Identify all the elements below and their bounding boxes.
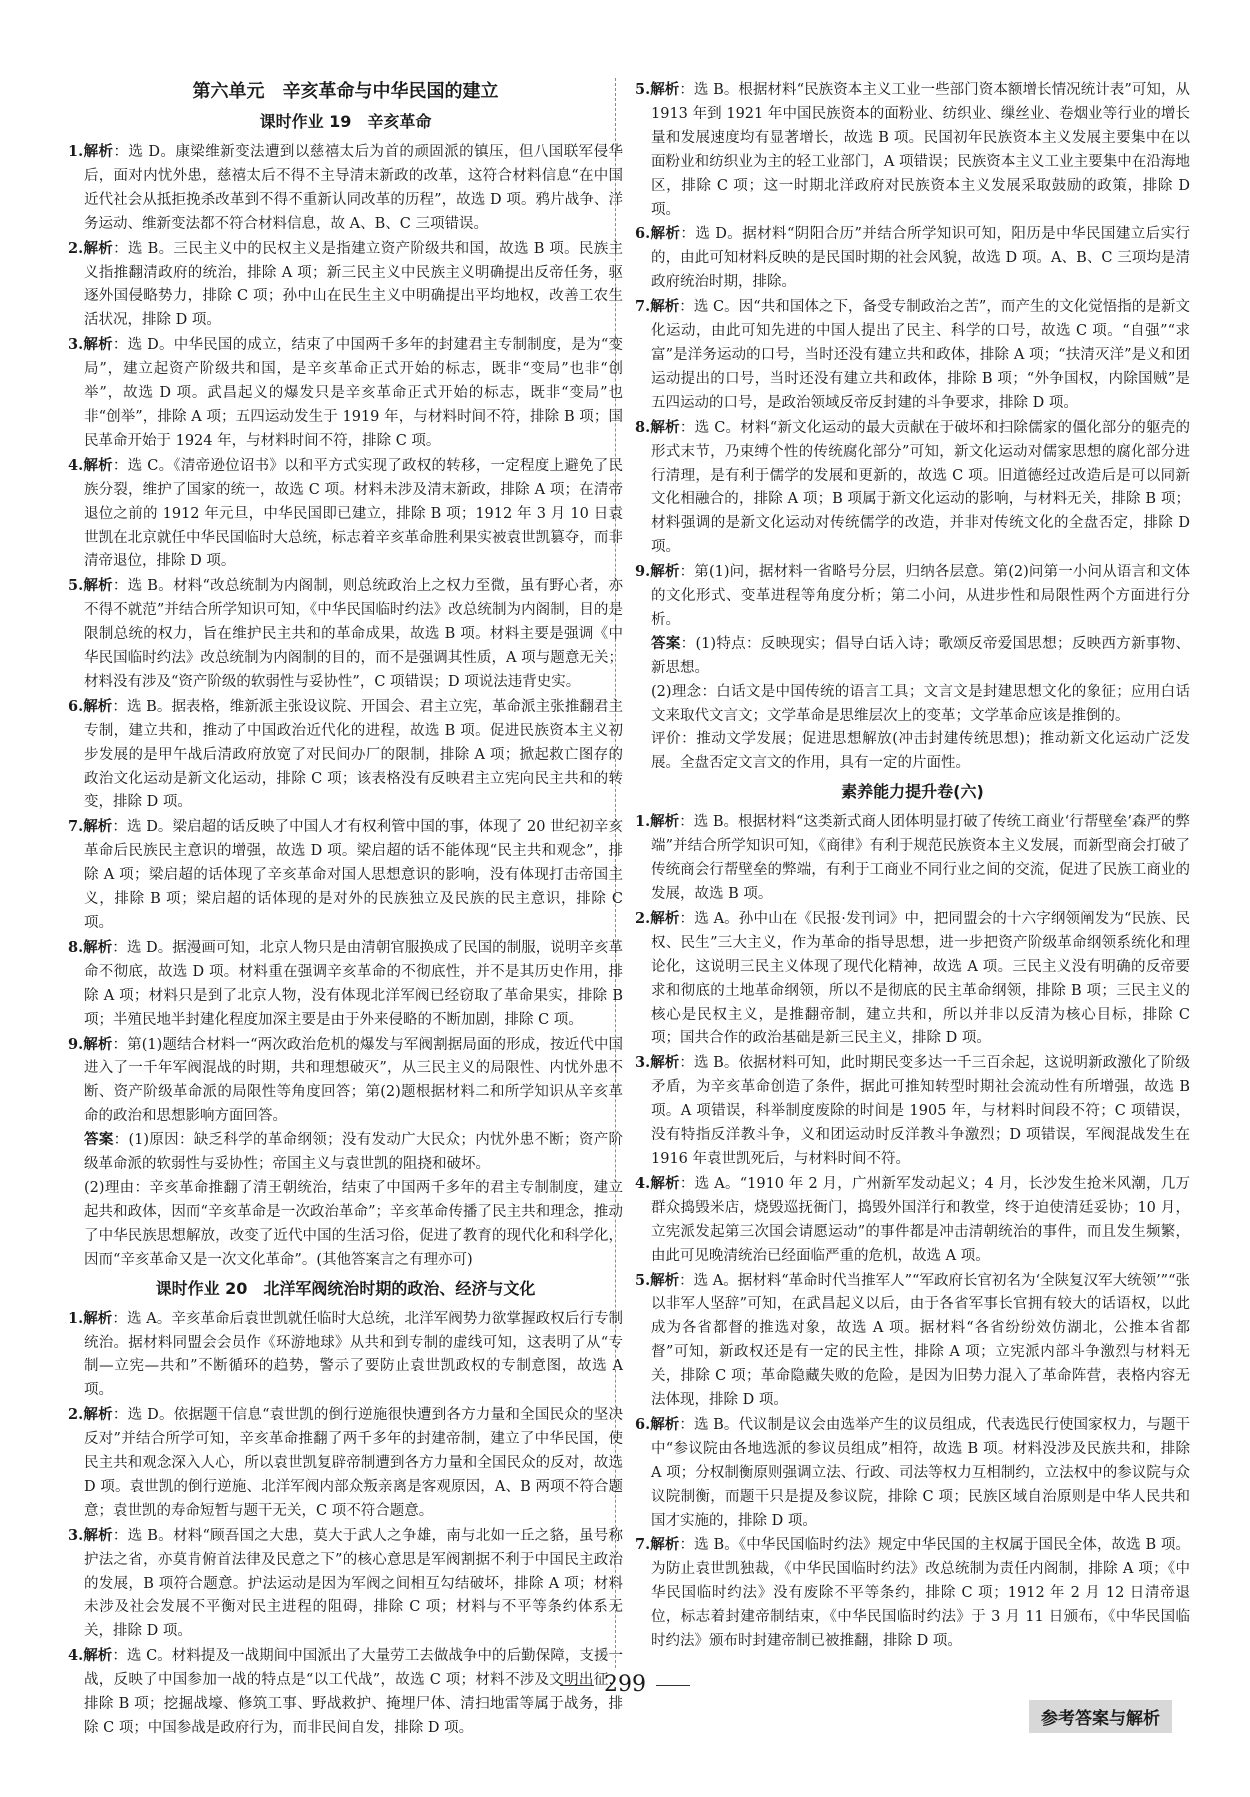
item-number: 2. xyxy=(68,239,84,257)
item-text: 第(1)题结合材料一“两次政治危机的爆发与军阀割据局面的形成，按近代中国进入了一千年军阀混战的时期，共和理想破灭”，从三民主义的局限性、内忧外患不断、资产阶级革命派的局限性等角度回答；第(2)题根据材料二和所学知识从辛亥革命的政治和思想影响方面回答。 xyxy=(84,1036,624,1125)
item-text: 选 B。依据材料可知，此时期民变多达一千三百余起，这说明新政激化了阶级矛盾，为辛亥革命创造了条件，据此可推知转型时期社会流动性有所增强，故选 B 项。A 项错误，科举制度废除的时间是 1905 年，与材料时间段不符；C 项错误，没有特指反洋教斗争，义和团运动时反洋教斗争激烈；D 项错误，军阀混战发生在 1916 年袁世凯死后，与材料时间不符。 xyxy=(651,1055,1191,1167)
analysis-label: 解析 xyxy=(83,240,114,257)
item-text: 选 B。《中华民国临时约法》规定中华民国的主权属于国民全体，故选 B 项。为防止袁世凯独裁，《中华民国临时约法》改总统制为责任内阁制，排除 A 项；《中华民国临时约法》没有废除不平等条约，排除 C 项；1912 年 2 月 12 日清帝退位，标志着封建帝制结束，《中华民国临时约法》于 3 月 11 日颁布，《中华民国临时约法》颁布时封建帝制已被推翻，排除 D 项。 xyxy=(651,1537,1191,1650)
footer-section-label: 参考答案与解析 xyxy=(1029,1700,1172,1733)
lesson-20-answer-3: 评价：推动文学发展；促进思想解放(冲击封建传统思想)；推动新文化运动广泛发展。全盘否定文言文的作用，具有一定的片面性。 xyxy=(651,731,1190,772)
answer-item: 1.解析：选 B。根据材料“这类新式商人团体明显打破了传统工商业‘行帮壁垒’森严的弊端”并结合所学知识可知，《商律》有利于规范民族资本主义发展，而新型商会打破了传统商会行帮壁垒的弊端，有利于工商业不同行业之间的交流，促进了民族工商业的发展，故选 B 项。 xyxy=(635,813,1191,902)
item-number: 3. xyxy=(68,336,84,354)
answer-item: 6.解析：选 B。据表格，维新派主张设议院、开国会、君主立宪，革命派主张推翻君主专制，建立共和，推动了中国政治近代化的进程，故选 B 项。促进民族资本主义初步发展的是甲午战后清政府放宽了对民间办厂的限制，排除 A 项；掀起救亡图存的政治文化运动是新文化运动，排除 C 项；该表格没有反映君主立宪向民主共和的转变，排除 D 项。 xyxy=(68,697,624,811)
lesson-19-answer-2: (2)理由：辛亥革命推翻了清王朝统治，结束了中国两千多年的君主专制制度，建立起共和政体，因而“辛亥革命是一次政治革命”；辛亥革命传播了民主共和理念，推动了中华民族思想解放，改变了近代中国的生活习俗，促进了教育的现代化和科学化，因而“辛亥革命又是一次文化革命”。(其他答案言之有理亦可) xyxy=(84,1179,623,1268)
answer-item: 5.解析：选 A。据材料“革命时代当推军人”“军政府长官初名为‘全陕复汉军大统领’”“张以非军人坚辞”可知，在武昌起义以后，由于各省军事长官拥有较大的话语权，以此成为各省都督的推选对象，故选 A 项。据材料“各省纷纷效仿湖北，公推本省都督”可知，新政权还是有一定的民主性，排除 A 项；立宪派内部斗争激烈与材料无关，排除 C 项；革命隐藏失败的危险，是因为旧势力混入了革命阵营，表格内容无法体现，排除 D 项。 xyxy=(635,1271,1191,1409)
item-number: 3. xyxy=(68,1526,84,1544)
analysis-label: 解析 xyxy=(650,1537,680,1554)
item-number: 4. xyxy=(68,1647,84,1665)
lesson-20-answer-1: 答案：(1)特点：反映现实；倡导白话入诗；歌颂反帝爱国思想；反映西方新事物、新思想。 xyxy=(651,635,1191,676)
lesson-20-answer-2: (2)理念：白话文是中国传统的语言工具；文言文是封建思想文化的象征；应用白话文来取代文言文；文学革命是思维层次上的变革；文学革命应该是推倒的。 xyxy=(651,683,1190,724)
answer-item: 1.解析：选 A。辛亥革命后袁世凯就任临时大总统，北洋军阀势力欲掌握政权后行专制统治。据材料同盟会会员作《环游地球》从共和到专制的虚线可知，这表明了从“专制—立宪—共和”不断循环的趋势，警示了要防止袁世凯政权的专制意图，故选 A 项。 xyxy=(68,1309,624,1399)
analysis-label: 解析 xyxy=(650,419,680,436)
item-number: 3. xyxy=(635,1054,651,1072)
lesson-20-items-right xyxy=(635,78,1190,633)
analysis-label: 解析 xyxy=(83,698,113,715)
lesson-19-items xyxy=(68,140,623,1129)
item-text: 选 B。材料“改总统制为内阁制，则总统政治上之权力至微，虽有野心者，亦不得不就范”并结合所学知识可知，《中华民国临时约法》改总统制为内阁制，目的是限制总统的权力，旨在维护民主共和的革命成果，故选 B 项。材料主要是强调《中华民国临时约法》改总统制为内阁制的目的，而不是强调其性质，A 项与题意无关；材料没有涉及“资产阶级的软弱性与妥协性”，C 项错误；D 项说法违背史实。 xyxy=(84,578,624,690)
analysis-label: 解析 xyxy=(83,144,114,160)
answer-item: 6.解析：选 B。代议制是议会由选举产生的议员组成，代表选民行使国家权力，与题干中“参议院由各地选派的参议员组成”相符，故选 B 项。材料没涉及民族共和，排除 A 项；分权制衡原则强调立法、行政、司法等权力互相制约，立法权中的参议院与众议院制衡，而题干只是提及参议院，排除 C 项；民族区域自治原则是中华人民共和国才实施的，排除 D 项。 xyxy=(635,1415,1191,1529)
item-text: 选 C。《清帝逊位诏书》以和平方式实现了政权的转移，一定程度上避免了民族分裂，维护了国家的统一，故选 C 项。材料未涉及清末新政，排除 A 项；在清帝退位之前的 1912 年元旦，中华民国即已建立，排除 B 项；1912 年 3 月 10 日袁世凯在北京就任中华民国临时大总统，标志着辛亥革命胜利果实被袁世凯篡夺，而非清帝退位，排除 D 项。 xyxy=(84,457,624,570)
answer-item: 9.解析：第(1)题结合材料一“两次政治危机的爆发与军阀割据局面的形成，按近代中国进入了一千年军阀混战的时期，共和理想破灭”，从三民主义的局限性、内忧外患不断、资产阶级革命派的局限性等角度回答；第(2)题根据材料二和所学知识从辛亥革命的政治和思想影响方面回答。 xyxy=(68,1035,624,1125)
item-text: 选 D。梁启超的话反映了中国人才有权利管中国的事，体现了 20 世纪初辛亥革命后民族民主意识的增强，故选 D 项。梁启超的话不能体现“民主共和观念”，排除 A 项；梁启超的话体现了辛亥革命对国人思想意识的影响，没有体现打击帝国主义，排除 B 项；梁启超的话体现的是对外的民族独立及民族的民主意识，排除 C 项。 xyxy=(84,819,623,931)
analysis-label: 解析 xyxy=(83,1310,113,1327)
item-text: 选 B。材料“顾吾国之大患，莫大于武人之争雄，南与北如一丘之貉，虽号称护法之省，亦莫肯俯首法律及民意之下”的核心意思是军阀割据不利于中国民主政治的发展，B 项符合题意。护法运动是因为军阀之间相互勾结破坏，排除 A 项；材料未涉及社会发展不平衡对民主进程的阻碍，排除 C 项；材料与不平等条约体系无关，排除 D 项。 xyxy=(84,1527,624,1640)
item-text: 选 B。根据材料“这类新式商人团体明显打破了传统工商业‘行帮壁垒’森严的弊端”并结合所学知识可知，《商律》有利于规范民族资本主义发展，而新型商会打破了传统商会行帮壁垒的弊端，有利于工商业不同行业之间的交流，促进了民族工商业的发展，故选 B 项。 xyxy=(651,814,1191,902)
lesson-19-answer-1: 答案：(1)原因：缺乏科学的革命纲领；没有发动广大民众；内忧外患不断；资产阶级革命派的软弱性与妥协性；帝国主义与袁世凯的阻挠和破坏。 xyxy=(84,1132,624,1173)
answer-item: 3.解析：选 B。材料“顾吾国之大患，莫大于武人之争雄，南与北如一丘之貉，虽号称护法之省，亦莫肯俯首法律及民意之下”的核心意思是军阀割据不利于中国民主政治的发展，B 项符合题意。护法运动是因为军阀之间相互勾结破坏，排除 A 项；材料未涉及社会发展不平衡对民主进程的阻碍，排除 C 项；材料与不平等条约体系无关，排除 D 项。 xyxy=(68,1526,624,1640)
answer-item: 9.解析：第(1)问，据材料一省略号分层，归纳各层意。第(2)问第一小问从语言和文体的文化形式、变革进程等角度分析；第二小问，从进步性和局限性两个方面进行分析。 xyxy=(635,563,1191,628)
answer-item: 1.解析：选 D。康梁维新变法遭到以慈禧太后为首的顽固派的镇压，但八国联军侵华后，面对内忧外患，慈禧太后不得不主导清末新政的改革，这符合材料信息“在中国近代社会从抵拒挽杀改革到不得不重新认同改革的历程”，故选 D 项。鸦片战争、洋务运动、维新变法都不符合材料信息，故 A、B、C 三项错误。 xyxy=(68,143,624,232)
analysis-label: 解析 xyxy=(650,564,680,581)
analysis-label: 解析 xyxy=(83,337,113,354)
test-items xyxy=(635,810,1190,1654)
analysis-label: 解析 xyxy=(650,82,680,98)
item-number: 6. xyxy=(635,1415,651,1433)
analysis-label: 解析 xyxy=(650,299,680,316)
answer-item: 8.解析：选 D。据漫画可知，北京人物只是由清朝官服换成了民国的制服，说明辛亥革命不彻底，故选 D 项。材料重在强调辛亥革命的不彻底性，并不是其历史作用，排除 A 项；材料只是到了北京人物，没有体现北洋军阀已经窃取了革命果实，排除 B 项；半殖民地半封建化程度加深主要是由于外来侵略的不断加剧，排除 C 项。 xyxy=(68,938,624,1028)
item-number: 5. xyxy=(68,577,84,595)
item-text: 选 D。依据题干信息“袁世凯的倒行逆施很快遭到各方力量和全国民众的坚决反对”并结合所学可知，辛亥革命推翻了两千多年的封建帝制，建立了中华民国，使民主共和观念深入人心，所以袁世凯复辟帝制遭到各方力量和全国民众的反对，故选 D 项。袁世凯的倒行逆施、北洋军阀内部众叛亲离是客观原因，A、B 两项不符合题意；袁世凯的寿命短暂与题干无关，C 项不符合题意。 xyxy=(84,1407,623,1519)
item-number: 7. xyxy=(635,1536,651,1554)
right-column xyxy=(635,78,1190,1654)
item-text: 选 B。据表格，维新派主张设议院、开国会、君主立宪，革命派主张推翻君主专制，建立共和，推动了中国政治近代化的进程，故选 B 项。促进民族资本主义初步发展的是甲午战后清政府放宽了对民间办厂的限制，排除 A 项；掀起救亡图存的政治文化运动是新文化运动，排除 C 项；该表格没有反映君主立宪向民主共和的转变，排除 D 项。 xyxy=(84,698,624,811)
item-text: 选 A。孙中山在《民报·发刊词》中，把同盟会的十六字纲领阐发为“民族、民权、民生”三大主义，作为革命的指导思想，进一步把资产阶级革命纲领系统化和理论化，这说明三民主义体现了现代化精神，故选 A 项。三民主义没有明确的反帝要求和彻底的土地革命纲领，所以不是彻底的民主革命纲领，排除 B 项；三民主义的核心是民权主义，是推翻帝制，建立共和，所以并非以反清为核心目标，排除 C 项；国共合作的政治基础是新三民主义，排除 D 项。 xyxy=(651,910,1190,1047)
item-number: 6. xyxy=(68,697,84,715)
answer-item: 7.解析：选 B。《中华民国临时约法》规定中华民国的主权属于国民全体，故选 B 项。为防止袁世凯独裁，《中华民国临时约法》改总统制为责任内阁制，排除 A 项；《中华民国临时约法》没有废除不平等条约，排除 C 项；1912 年 2 月 12 日清帝退位，标志着封建帝制结束，《中华民国临时约法》于 3 月 11 日颁布，《中华民国临时约法》颁布时封建帝制已被推翻，排除 D 项。 xyxy=(635,1536,1191,1650)
item-text: 选 A。辛亥革命后袁世凯就任临时大总统，北洋军阀势力欲掌握政权后行专制统治。据材料同盟会会员作《环游地球》从共和到专制的虚线可知，这表明了从“专制—立宪—共和”不断循环的趋势，警示了要防止袁世凯政权的专制意图，故选 A 项。 xyxy=(84,1310,624,1399)
answer-item: 5.解析：选 B。材料“改总统制为内阁制，则总统政治上之权力至微，虽有野心者，亦不得不就范”并结合所学知识可知，《中华民国临时约法》改总统制为内阁制，目的是限制总统的权力，旨在维护民主共和的革命成果，故选 B 项。材料主要是强调《中华民国临时约法》改总统制为内阁制的目的，而不是强调其性质，A 项与题意无关；材料没有涉及“资产阶级的软弱性与妥协性”，C 项错误；D 项说法违背史实。 xyxy=(68,577,624,690)
item-number: 4. xyxy=(635,1174,651,1192)
answer-item: 7.解析：选 D。梁启超的话反映了中国人才有权利管中国的事，体现了 20 世纪初辛亥革命后民族民主意识的增强，故选 D 项。梁启超的话不能体现“民主共和观念”，排除 A 项；梁启超的话体现了辛亥革命对国人思想意识的影响，没有体现打击帝国主义，排除 B 项；梁启超的话体现的是对外的民族独立及民族的民主意识，排除 C 项。 xyxy=(68,818,623,931)
item-text: 选 C。材料提及一战期间中国派出了大量劳工去做战争中的后勤保障，支援一战，反映了中国参加一战的特点是“以工代战”，故选 C 项；材料不涉及文明出征，排除 B 项；挖掘战壕、修筑工事、野战救护、掩埋尸体、清扫地雷等属于战务，排除 C 项；中国参战是政府行为，而非民间自发，排除 D 项。 xyxy=(84,1648,624,1736)
analysis-label: 解析 xyxy=(650,226,681,243)
analysis-label: 解析 xyxy=(650,910,680,927)
item-text: 选 A。据材料“革命时代当推军人”“军政府长官初名为‘全陕复汉军大统领’”“张以非军人坚辞”可知，在武昌起义以后，由于各省军事长官拥有较大的话语权，以此成为各省都督的推选对象，故选 A 项。据材料“各省纷纷效仿湖北，公推本省都督”可知，新政权还是有一定的民主性，排除 A 项；立宪派内部斗争激烈与材料无关，排除 C 项；革命隐藏失败的危险，是因为旧势力混入了革命阵营，表格内容无法体现，排除 D 项。 xyxy=(651,1272,1191,1409)
item-number: 1. xyxy=(68,143,84,160)
analysis-label: 解析 xyxy=(650,814,680,831)
item-number: 1. xyxy=(635,813,651,831)
item-number: 5. xyxy=(635,1271,651,1289)
item-text: 选 B。根据材料“民族资本主义工业一些部门资本额增长情况统计表”可知，从 1913 年到 1921 年中国民族资本的面粉业、纺织业、缫丝业、卷烟业等行业的增长量和发展速度均有显著增长，故选 B 项。民国初年民族资本主义发展主要集中在以面粉业和纺织业为主的轻工业部门，A 项错误；民族资本主义工业主要集中在沿海地区，排除 C 项；这一时期北洋政府对民族资本主义发展采取鼓励的政策，排除 D 项。 xyxy=(651,82,1191,218)
item-number: 8. xyxy=(68,938,84,956)
answer-label: 答案 xyxy=(651,635,681,652)
answer-item: 7.解析：选 C。因“共和国体之下，备受专制政治之苦”，而产生的文化觉悟指的是新文化运动，由此可知先进的中国人提出了民主、科学的口号，故选 C 项。“自强”“求富”是洋务运动的口号，当时还没有建立共和政体，排除 A 项；“扶清灭洋”是义和团运动提出的口号，当时还没有建立共和政体，排除 B 项；“外争国权，内除国贼”是五四运动的口号，是政治领域反帝反封建的斗争要求，排除 D 项。 xyxy=(635,298,1190,411)
item-number: 2. xyxy=(68,1406,84,1424)
answer-item: 2.解析：选 B。三民主义中的民权主义是指建立资产阶级共和国，故选 B 项。民族主义指推翻清政府的统治，排除 A 项；新三民主义中民族主义明确提出反帝任务，驱逐外国侵略势力，排除 C 项；孙中山在民生主义中明确提出平均地权，改善工农生活状况，排除 D 项。 xyxy=(68,239,624,329)
item-text: 选 B。三民主义中的民权主义是指建立资产阶级共和国，故选 B 项。民族主义指推翻清政府的统治，排除 A 项；新三民主义中民族主义明确提出反帝任务，驱逐外国侵略势力，排除 C 项；孙中山在民生主义中明确提出平均地权，改善工农生活状况，排除 D 项。 xyxy=(84,240,624,329)
item-text: 选 D。据漫画可知，北京人物只是由清朝官服换成了民国的制服，说明辛亥革命不彻底，故选 D 项。材料重在强调辛亥革命的不彻底性，并不是其历史作用，排除 A 项；材料只是到了北京人物，没有体现北洋军阀已经窃取了革命果实，排除 B 项；半殖民地半封建化程度加深主要是由于外来侵略的不断加剧，排除 C 项。 xyxy=(84,939,624,1028)
analysis-label: 解析 xyxy=(650,1055,680,1072)
analysis-label: 解析 xyxy=(650,1416,680,1433)
item-text: 选 D。中华民国的成立，结束了中国两千多年的封建君主专制制度，是为“变局”，建立起资产阶级共和国，是辛亥革命正式开始的标志，既非“变局”也非“创举”，故选 D 项。武昌起义的爆发只是辛亥革命正式开始的标志，既非“变局”也非“创举”，排除 A 项；五四运动发生于 1919 年，与材料时间不符，排除 B 项；国民革命开始于 1924 年，与材料时间不符，排除 C 项。 xyxy=(84,337,623,449)
test-title: 素养能力提升卷(六) xyxy=(841,782,984,802)
item-number: 7. xyxy=(68,818,84,836)
answer-item: 6.解析：选 D。据材料“阴阳合历”并结合所学知识可知，阳历是中华民国建立后实行的，由此可知材料反映的是民国时期的社会风貌，故选 D 项。A、B、C 三项均是清政府统治时期，排除。 xyxy=(635,225,1191,291)
item-number: 6. xyxy=(635,225,651,243)
item-text: 选 B。代议制是议会由选举产生的议员组成，代表选民行使国家权力，与题干中“参议院由各地选派的参议员组成”相符，故选 B 项。材料没涉及民族共和，排除 A 项；分权制衡原则强调立法、行政、司法等权力互相制约，立法权中的参议院与众议院制衡，而题干只是提及参议院，排除 C 项；民族区域自治原则是中华人民共和国才实施的，排除 D 项。 xyxy=(651,1416,1191,1529)
answer-item: 3.解析：选 B。依据材料可知，此时期民变多达一千三百余起，这说明新政激化了阶级矛盾，为辛亥革命创造了条件，据此可推知转型时期社会流动性有所增强，故选 B 项。A 项错误，科举制度废除的时间是 1905 年，与材料时间段不符；C 项错误，没有特指反洋教斗争，义和团运动时反洋教斗争激烈；D 项错误，军阀混战发生在 1916 年袁世凯死后，与材料时间不符。 xyxy=(635,1054,1191,1167)
analysis-label: 解析 xyxy=(83,939,113,956)
analysis-label: 解析 xyxy=(83,1648,113,1665)
lesson-20-title: 课时作业 20 北洋军阀统治时期的政治、经济与文化 xyxy=(155,1278,536,1298)
item-number: 5. xyxy=(635,81,651,98)
answer-item: 4.解析：选 A。“1910 年 2 月，广州新军发动起义；4 月，长沙发生抢米风潮，几万群众捣毁米店，烧毁巡抚衙门，捣毁外国洋行和教堂，终于迫使清廷妥协；10 月，立宪派发起第三次国会请愿运动”的事件都是冲击清朝统治的事件，而且发生频繁，由此可见晚清统治已经面临严重的危机，故选 A 项。 xyxy=(635,1174,1191,1264)
item-number: 7. xyxy=(635,298,651,316)
item-number: 2. xyxy=(635,909,651,927)
lesson-19-title: 课时作业 19 辛亥革命 xyxy=(259,112,432,131)
item-text: 选 C。材料“新文化运动的最大贡献在于破坏和扫除儒家的僵化部分的躯壳的形式末节，乃束缚个性的传统腐化部分”可知，新文化运动对儒家思想的腐化部分进行清理，是有利于儒学的发展和更新的，故选 C 项。旧道德经过改造后是可以同新文化相融合的，排除 A 项；B 项属于新文化运动的影响，与材料无关，排除 B 项；材料强调的是新文化运动对传统儒学的改造，并非对传统文化的全盘否定，排除 D 项。 xyxy=(651,419,1191,556)
item-number: 8. xyxy=(635,418,651,436)
analysis-label: 解析 xyxy=(83,1036,113,1053)
item-number: 1. xyxy=(68,1309,84,1327)
item-number: 4. xyxy=(68,456,84,474)
answer-item: 5.解析：选 B。根据材料“民族资本主义工业一些部门资本额增长情况统计表”可知，从 1913 年到 1921 年中国民族资本的面粉业、纺织业、缫丝业、卷烟业等行业的增长量和发展速度均有显著增长，故选 B 项。民国初年民族资本主义发展主要集中在以面粉业和纺织业为主的轻工业部门，A 项错误；民族资本主义工业主要集中在沿海地区，排除 C 项；这一时期北洋政府对民族资本主义发展采取鼓励的政策，排除 D 项。 xyxy=(635,81,1191,218)
item-number: 9. xyxy=(635,563,651,581)
left-column xyxy=(68,78,623,1741)
analysis-label: 解析 xyxy=(83,578,113,595)
answer-item: 4.解析：选 C。材料提及一战期间中国派出了大量劳工去做战争中的后勤保障，支援一战，反映了中国参加一战的特点是“以工代战”，故选 C 项；材料不涉及文明出征，排除 B 项；挖掘战壕、修筑工事、野战救护、掩埋尸体、清扫地雷等属于战务，排除 C 项；中国参战是政府行为，而非民间自发，排除 D 项。 xyxy=(68,1647,624,1736)
item-number: 9. xyxy=(68,1035,84,1053)
answer-label: 答案 xyxy=(84,1132,114,1149)
answer-item: 2.解析：选 A。孙中山在《民报·发刊词》中，把同盟会的十六字纲领阐发为“民族、民权、民生”三大主义，作为革命的指导思想，进一步把资产阶级革命纲领系统化和理论化，这说明三民主义体现了现代化精神，故选 A 项。三民主义没有明确的反帝要求和彻底的土地革命纲领，所以不是彻底的民主革命纲领，排除 B 项；三民主义的核心是民权主义，是推翻帝制，建立共和，所以并非以反清为核心目标，排除 C 项；国共合作的政治基础是新三民主义，排除 D 项。 xyxy=(635,909,1190,1047)
answer-item: 8.解析：选 C。材料“新文化运动的最大贡献在于破坏和扫除儒家的僵化部分的躯壳的形式末节，乃束缚个性的传统腐化部分”可知，新文化运动对儒家思想的腐化部分进行清理，是有利于儒学的发展和更新的，故选 C 项。旧道德经过改造后是可以同新文化相融合的，排除 A 项；B 项属于新文化运动的影响，与材料无关，排除 B 项；材料强调的是新文化运动对传统儒学的改造，并非对传统文化的全盘否定，排除 D 项。 xyxy=(635,418,1191,556)
item-text: 选 A。“1910 年 2 月，广州新军发动起义；4 月，长沙发生抢米风潮，几万群众捣毁米店，烧毁巡抚衙门，捣毁外国洋行和教堂，终于迫使清廷妥协；10 月，立宪派发起第三次国会请愿运动”的事件都是冲击清朝统治的事件，而且发生频繁，由此可见晚清统治已经面临严重的危机，故选 A 项。 xyxy=(651,1175,1191,1264)
analysis-label: 解析 xyxy=(83,457,113,474)
item-text: 选 D。据材料“阴阳合历”并结合所学知识可知，阳历是中华民国建立后实行的，由此可知材料反映的是民国时期的社会风貌，故选 D 项。A、B、C 三项均是清政府统治时期，排除。 xyxy=(651,226,1191,291)
unit-title: 第六单元 辛亥革命与中华民国的建立 xyxy=(192,81,499,102)
item-text: 第(1)问，据材料一省略号分层，归纳各层意。第(2)问第一小问从语言和文体的文化形式、变革进程等角度分析；第二小问，从进步性和局限性两个方面进行分析。 xyxy=(651,564,1191,628)
analysis-label: 解析 xyxy=(650,1272,680,1289)
analysis-label: 解析 xyxy=(83,1407,113,1424)
analysis-label: 解析 xyxy=(83,819,113,836)
analysis-label: 解析 xyxy=(83,1527,113,1544)
answer-item: 2.解析：选 D。依据题干信息“袁世凯的倒行逆施很快遭到各方力量和全国民众的坚决反对”并结合所学可知，辛亥革命推翻了两千多年的封建帝制，建立了中华民国，使民主共和观念深入人心，所以袁世凯复辟帝制遭到各方力量和全国民众的反对，故选 D 项。袁世凯的倒行逆施、北洋军阀内部众叛亲离是客观原因，A、B 两项不符合题意；袁世凯的寿命短暂与题干无关，C 项不符合题意。 xyxy=(68,1406,623,1519)
item-text: 选 C。因“共和国体之下，备受专制政治之苦”，而产生的文化觉悟指的是新文化运动，由此可知先进的中国人提出了民主、科学的口号，故选 C 项。“自强”“求富”是洋务运动的口号，当时还没有建立共和政体，排除 A 项；“扶清灭洋”是义和团运动提出的口号，当时还没有建立共和政体，排除 B 项；“外争国权，内除国贼”是五四运动的口号，是政治领域反帝反封建的斗争要求，排除 D 项。 xyxy=(651,299,1190,411)
item-text: 选 D。康梁维新变法遭到以慈禧太后为首的顽固派的镇压，但八国联军侵华后，面对内忧外患，慈禧太后不得不主导清末新政的改革，这符合材料信息“在中国近代社会从抵拒挽杀改革到不得不重新认同改革的历程”，故选 D 项。鸦片战争、洋务运动、维新变法都不符合材料信息，故 A、B、C 三项错误。 xyxy=(84,144,624,232)
page-number: 299 xyxy=(0,1672,1250,1697)
analysis-label: 解析 xyxy=(650,1175,680,1192)
answer-item: 3.解析：选 D。中华民国的成立，结束了中国两千多年的封建君主专制制度，是为“变局”，建立起资产阶级共和国，是辛亥革命正式开始的标志，既非“变局”也非“创举”，故选 D 项。武昌起义的爆发只是辛亥革命正式开始的标志，既非“变局”也非“创举”，排除 A 项；五四运动发生于 1919 年，与材料时间不符，排除 B 项；国民革命开始于 1924 年，与材料时间不符，排除 C 项。 xyxy=(68,336,623,449)
answer-item: 4.解析：选 C。《清帝逊位诏书》以和平方式实现了政权的转移，一定程度上避免了民族分裂，维护了国家的统一，故选 C 项。材料未涉及清末新政，排除 A 项；在清帝退位之前的 1912 年元旦，中华民国即已建立，排除 B 项；1912 年 3 月 10 日袁世凯在北京就任中华民国临时大总统，标志着辛亥革命胜利果实被袁世凯篡夺，而非清帝退位，排除 D 项。 xyxy=(68,456,624,570)
